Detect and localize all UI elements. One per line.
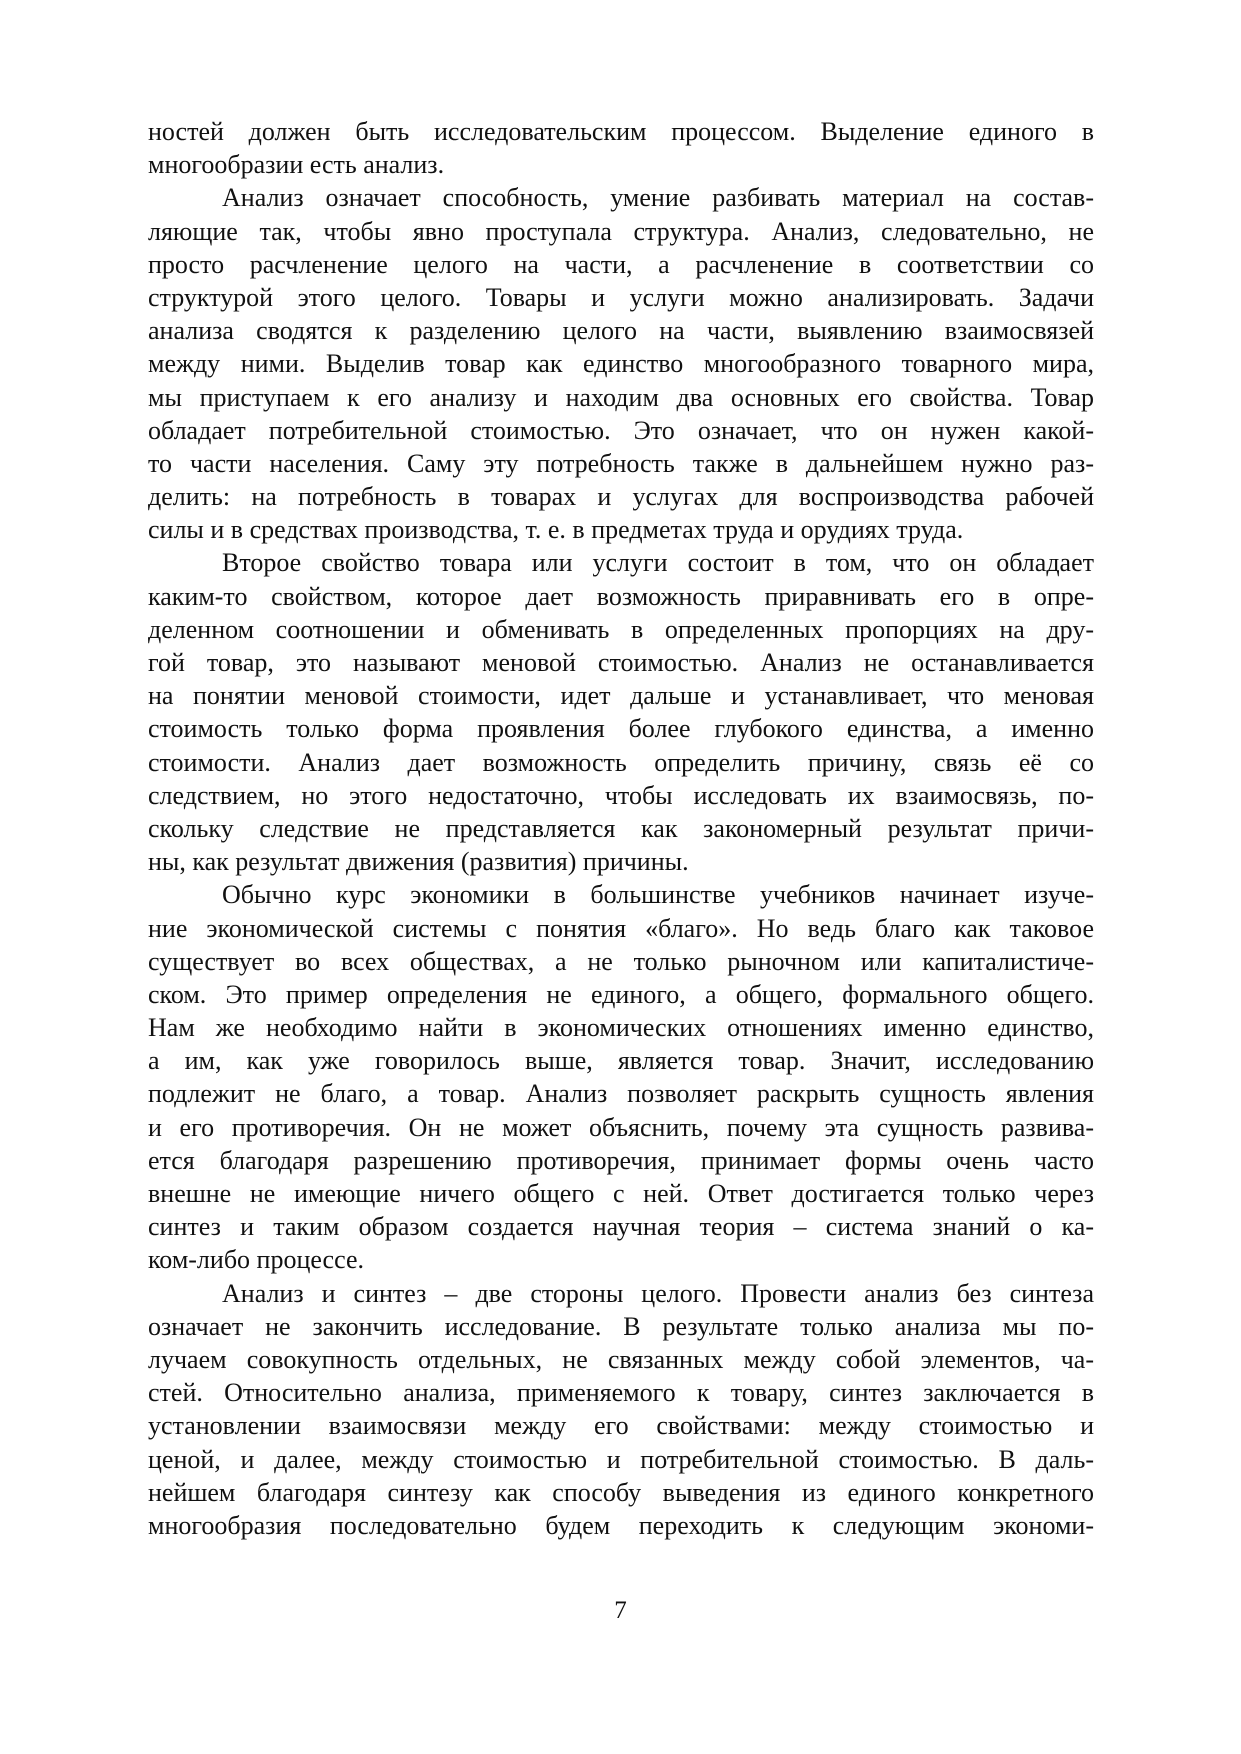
text-line: а им, как уже говорилось выше, является товар. Значит, исследованию xyxy=(148,1046,1094,1076)
text-line: каким-то свойством, которое дает возможность приравнивать его в опре- xyxy=(148,581,1094,611)
text-line: ценой, и далее, между стоимостью и потребительной стоимостью. В даль- xyxy=(148,1444,1094,1474)
text-line: ется благодаря разрешению противоречия, принимает формы очень часто xyxy=(148,1145,1094,1175)
text-line: ние экономической системы с понятия «благо». Но ведь благо как таковое xyxy=(148,913,1094,943)
body-text xyxy=(148,115,1094,1542)
text-line: ны, как результат движения (развития) причины. xyxy=(148,847,689,877)
text-line: стоимость только форма проявления более глубокого единства, а именно xyxy=(148,714,1094,744)
text-line: делить: на потребность в товарах и услугах для воспроизводства рабочей xyxy=(148,482,1094,512)
text-line: анализа сводятся к разделению целого на части, выявлению взаимосвязей xyxy=(148,316,1094,346)
text-line: Анализ означает способность, умение разбивать материал на состав- xyxy=(222,183,1094,213)
text-line: Нам же необходимо найти в экономических отношениях именно единство, xyxy=(148,1013,1094,1043)
text-line: синтез и таким образом создается научная теория – система знаний о ка- xyxy=(148,1212,1094,1242)
text-line: просто расчленение целого на части, а расчленение в соответствии со xyxy=(148,249,1094,279)
text-line: структурой этого целого. Товары и услуги можно анализировать. Задачи xyxy=(148,282,1094,312)
text-line: ляющие так, чтобы явно проступала структура. Анализ, следовательно, не xyxy=(148,216,1094,246)
text-line: ностей должен быть исследовательским процессом. Выделение единого в xyxy=(148,117,1094,146)
text-line: стей. Относительно анализа, применяемого к товару, синтез заключается в xyxy=(148,1378,1094,1408)
text-line: внешне не имеющие ничего общего с ней. Ответ достигается только через xyxy=(148,1179,1094,1208)
text-line: ком-либо процессе. xyxy=(148,1245,364,1275)
text-line: следствием, но этого недостаточно, чтобы исследовать их взаимосвязь, по- xyxy=(148,780,1094,810)
text-line: то части населения. Саму эту потребность также в дальнейшем нужно раз- xyxy=(148,448,1094,478)
text-line: стоимости. Анализ дает возможность определить причину, связь её со xyxy=(148,747,1094,777)
text-line: деленном соотношении и обменивать в определенных пропорциях на дру- xyxy=(148,614,1094,644)
text-line: ском. Это пример определения не единого, а общего, формального общего. xyxy=(148,979,1094,1009)
text-line: Обычно курс экономики в большинстве учебников начинает изуче- xyxy=(222,880,1094,910)
text-line: нейшем благодаря синтезу как способу выведения из единого конкретного xyxy=(148,1477,1094,1507)
text-line: подлежит не благо, а товар. Анализ позволяет раскрыть сущность явления xyxy=(148,1079,1094,1109)
page-number: 7 xyxy=(614,1597,627,1624)
text-line: многообразии есть анализ. xyxy=(148,150,445,180)
text-line: силы и в средствах производства, т. е. в предметах труда и орудиях труда. xyxy=(148,515,964,545)
text-line: существует во всех обществах, а не только рыночном или капиталистиче- xyxy=(148,946,1094,976)
text-line: на понятии меновой стоимости, идет дальше и устанавливает, что меновая xyxy=(148,681,1094,711)
text-line: между ними. Выделив товар как единство многообразного товарного мира, xyxy=(148,349,1094,379)
text-line: Второе свойство товара или услуги состоит в том, что он обладает xyxy=(222,548,1094,578)
text-line: скольку следствие не представляется как закономерный результат причи- xyxy=(148,813,1094,843)
text-line: многообразия последовательно будем переходить к следующим экономи- xyxy=(148,1510,1094,1540)
text-line: и его противоречия. Он не может объяснить, почему эта сущность развива- xyxy=(148,1112,1094,1142)
text-line: означает не закончить исследование. В результате только анализа мы по- xyxy=(148,1311,1094,1341)
text-line: гой товар, это называют меновой стоимостью. Анализ не останавливается xyxy=(148,648,1094,677)
text-line: лучаем совокупность отдельных, не связанных между собой элементов, ча- xyxy=(148,1344,1094,1374)
text-line: обладает потребительной стоимостью. Это означает, что он нужен какой- xyxy=(148,415,1094,445)
text-line: установлении взаимосвязи между его свойствами: между стоимостью и xyxy=(148,1411,1094,1441)
text-line: Анализ и синтез – две стороны целого. Провести анализ без синтеза xyxy=(222,1278,1094,1308)
text-line: мы приступаем к его анализу и находим два основных его свойства. Товар xyxy=(148,382,1094,412)
